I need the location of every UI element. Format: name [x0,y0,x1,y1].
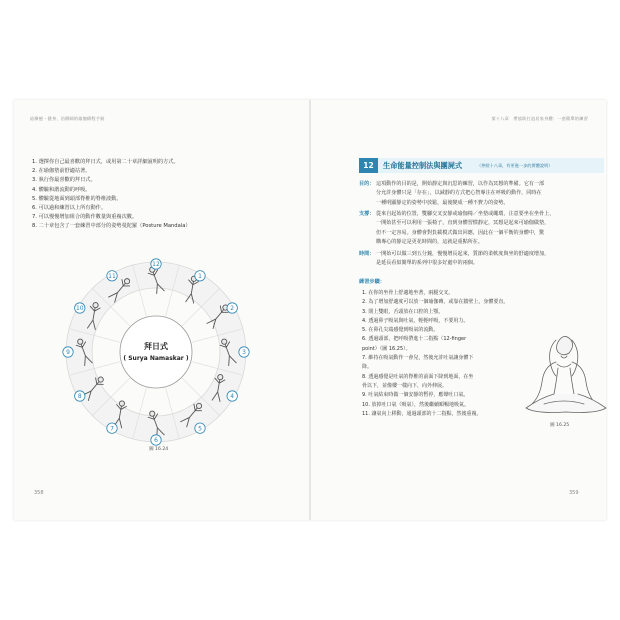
section-reference: （參照十八章，有更進一步的實體說明） [477,163,553,168]
pose-number: 3 [242,349,246,357]
practice-step: 1. 在你的坐骨上舒適地坐著，兩腿交叉。 [362,290,454,296]
running-head-right: 第十八章 帶協助打造居家身體：一套簡單的練習 [491,116,588,121]
left-step: 4. 體驗和諧流動的呼吸。 [32,186,91,193]
practice-step: 8. 透過感覺是吐氣的脊椎的前面下降到地面，在坐 骨以下，並像樓一樣向下，向外伸展。 [362,373,474,389]
practice-step: 11. 讓氣向上移動，通過頭部的十二指點，然後重複。 [362,410,482,417]
pose-number: 10 [75,305,84,313]
duration-label: 時間： [359,251,375,257]
running-head-left: 給療癒・健身、治療師的瑜伽療程手冊 [30,116,105,121]
pose-number: 2 [230,305,235,313]
section-title: 生命能量控制法與團屍式 [383,161,463,170]
support-label: 支撐： [359,211,375,217]
practice-steps-list [362,289,508,419]
practice-step: 9. 吐氣結束時做一個安靜的暫停，應聲吐口氣。 [362,392,469,399]
left-step: 5. 體驗從地面到頭部脊椎的脊椎波動。 [32,195,122,202]
figure-caption-right: 圖 16.25 [550,423,570,428]
section-header [359,158,604,173]
pose-number: 6 [154,437,158,445]
page-number-right: 359 [569,490,579,496]
left-step: 2. 在瑜伽墊前舒適站著。 [32,168,91,175]
figure-caption-left: 圖 16.24 [149,447,169,452]
left-step: 7. 可以慢慢增加組合的動作數量與重複次數。 [32,214,138,221]
purpose-block [359,180,604,208]
sun-salutation-diagram [56,252,256,452]
practice-step: 10. 放掉吐口氣（吸氣），然後繼續順暢地吸氣。 [362,401,470,408]
left-step: 6. 可以過和練習以上所有動作。 [32,205,107,212]
pose-number: 7 [110,425,114,433]
duration-block [359,250,604,269]
pose-number: 8 [77,393,82,401]
purpose-label: 目的： [359,181,375,187]
practice-step: 3. 閉上雙眼，舌頭放在口腔的上顎。 [362,308,444,315]
pose-number: 4 [230,393,235,401]
book-gutter [309,100,311,520]
book-spread [14,100,606,520]
pose-number: 12 [152,261,160,269]
diagram-center-subtitle: ( Surya Namaskar ) [123,355,189,362]
left-step: 1. 選擇你自己最喜歡的拜日式，或用第二十章詳細說明的方式。 [32,159,179,165]
practice-step: 7. 維持在吸氣動作一會兒，然後允許吐氣讓身體下 降。 [362,355,474,371]
practice-step: 4. 透過鼻子吸氣與吐氣，輕輕呼吸，不要用力。 [362,317,469,324]
support-block [359,210,604,248]
pose-number: 1 [198,272,202,280]
duration-text: 一開始可以做三到五分鐘，慢慢增長起來，質節的柔軟度與坐的舒適度增加， 是延長看似簡單的系列中很多好處中的兩個。 [376,251,550,267]
practice-step: 6. 透過頭部，把呼吸帶進十二指點（12-finger point）（圖 16.25）。 [362,336,467,352]
pose-number: 11 [108,272,116,280]
pose-number: 9 [66,349,70,357]
left-step: 8. 二十章包含了一套練習中部分的姿勢曼陀羅（Posture Mandala） [32,223,191,230]
page-number-left: 358 [34,490,44,496]
meditation-figure [514,328,614,420]
diagram-center-title: 拜日式 [144,342,168,351]
section-number: 12 [359,158,378,173]
purpose-text: 這項動作的目的是，開始靜定與沉思的練習，以作為冥想的準備。它有一部 分允許身體只是「存在」，以減靜的方式把心智專注在呼吸的動作，同時在 一種明顯靜定的姿勢中放鬆，最後變成一種不費力的姿勢。 [376,181,545,206]
practice-step: 5. 在鼻孔尖端感覺到吸氣的流動。 [362,327,439,334]
support-text: 從來自起始的位置，雙腳交叉安靜或瑜伽椅／坐墊或繩環，注意要坐在坐骨上， 一開始甚至可以利用一張椅子，直到身體習慣靜定，冥想是起來可瑜伽做墊， 但不一定容易。身體會對負載模式做出回應，因此在一個平衡的身體中，驚 購專心的靜定是更花時間的，這就是重點所在。 [376,211,555,246]
pose-number: 5 [198,425,202,433]
left-steps-list [32,158,292,232]
practice-title: 練習步驟： [359,279,385,285]
practice-step: 2. 為了增加舒適度可以放一個瑜伽磚，或靠在牆壁上，身體要直。 [362,299,509,306]
left-step: 3. 執行你最喜歡的拜日式。 [32,177,96,184]
